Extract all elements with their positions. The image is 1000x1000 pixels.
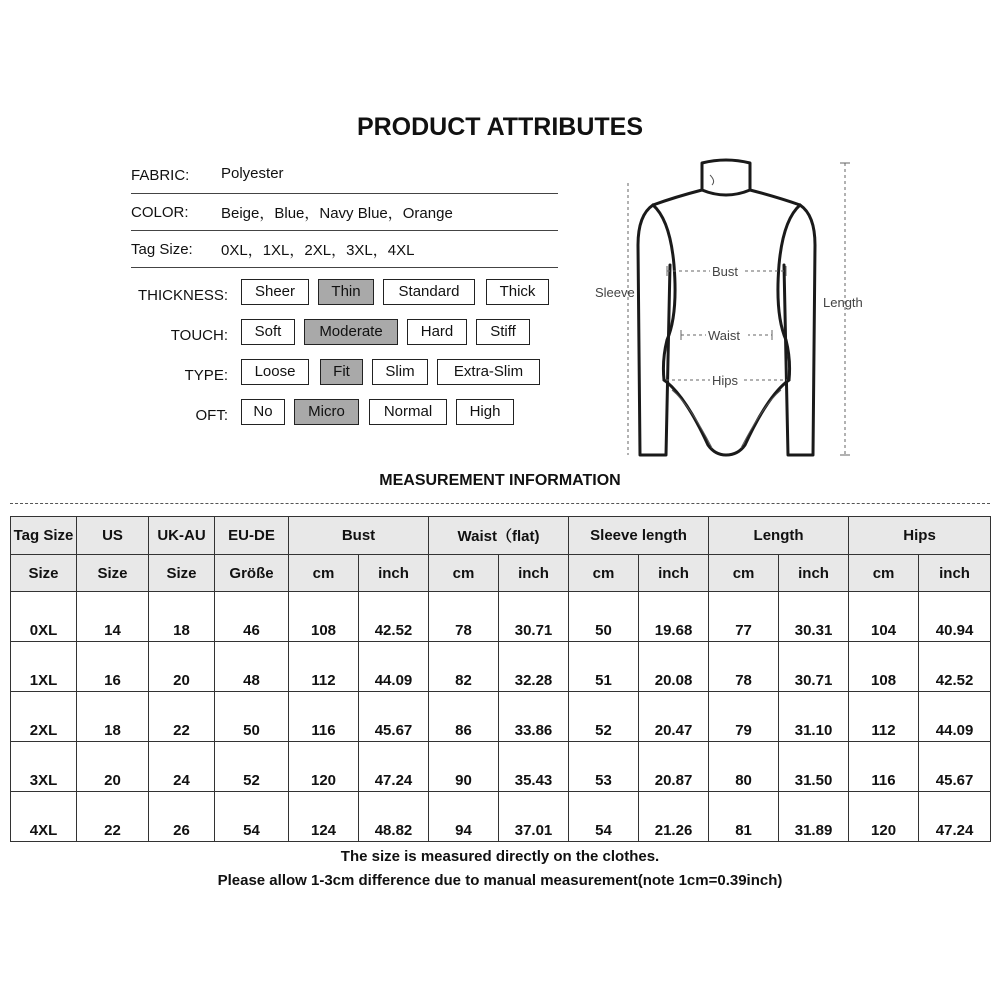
table-cell: 42.52 [359, 592, 429, 642]
subheader-cell: cm [289, 555, 359, 592]
subheader-cell: inch [359, 555, 429, 592]
table-cell: 48.82 [359, 792, 429, 842]
table-cell: 45.67 [919, 742, 991, 792]
header-cell: Tag Size [11, 517, 77, 555]
subheader-cell: inch [499, 555, 569, 592]
table-cell: 37.01 [499, 792, 569, 842]
header-cell: Waist（flat) [429, 517, 569, 555]
table-cell: 20.47 [639, 692, 709, 742]
table-cell: 46 [215, 592, 289, 642]
fabric-value: Polyester [221, 165, 284, 182]
sleeve-label: Sleeve [595, 285, 635, 300]
type-label: TYPE: [184, 367, 228, 384]
table-cell: 33.86 [499, 692, 569, 742]
table-cell: 52 [569, 692, 639, 742]
table-header-row [11, 517, 991, 555]
table-cell: 20 [149, 642, 215, 692]
table-cell: 53 [569, 742, 639, 792]
fabric-label: FABRIC: [131, 167, 190, 184]
table-cell: 108 [849, 642, 919, 692]
table-cell: 20.87 [639, 742, 709, 792]
color-row [131, 194, 558, 231]
touch-option-soft[interactable]: Soft [241, 319, 295, 345]
table-cell: 94 [429, 792, 499, 842]
table-subheader-row [11, 555, 991, 592]
table-cell: 104 [849, 592, 919, 642]
table-cell: 2XL [11, 692, 77, 742]
type-option-loose[interactable]: Loose [241, 359, 309, 385]
table-row [11, 592, 991, 642]
dashed-divider [10, 503, 990, 504]
table-cell: 90 [429, 742, 499, 792]
table-cell: 3XL [11, 742, 77, 792]
table-cell: 50 [569, 592, 639, 642]
table-cell: 108 [289, 592, 359, 642]
subheader-cell: inch [639, 555, 709, 592]
header-cell: Length [709, 517, 849, 555]
table-cell: 19.68 [639, 592, 709, 642]
table-cell: 52 [215, 742, 289, 792]
type-option-slim[interactable]: Slim [372, 359, 428, 385]
table-cell: 80 [709, 742, 779, 792]
table-cell: 79 [709, 692, 779, 742]
subheader-cell: inch [919, 555, 991, 592]
table-cell: 24 [149, 742, 215, 792]
table-cell: 20.08 [639, 642, 709, 692]
header-cell: UK-AU [149, 517, 215, 555]
fabric-row [131, 157, 558, 194]
table-cell: 16 [77, 642, 149, 692]
note-difference: Please allow 1-3cm difference due to manual measurement(note 1cm=0.39inch) [217, 872, 783, 889]
table-row [11, 642, 991, 692]
table-cell: 30.71 [499, 592, 569, 642]
thickness-option-sheer[interactable]: Sheer [241, 279, 309, 305]
oft-option-micro[interactable]: Micro [294, 399, 359, 425]
subheader-cell: Size [149, 555, 215, 592]
table-cell: 14 [77, 592, 149, 642]
table-cell: 47.24 [919, 792, 991, 842]
table-row [11, 742, 991, 792]
header-cell: US [77, 517, 149, 555]
tag-size-label: Tag Size: [131, 241, 193, 258]
oft-option-normal[interactable]: Normal [369, 399, 447, 425]
table-cell: 18 [77, 692, 149, 742]
table-cell: 81 [709, 792, 779, 842]
subheader-cell: cm [709, 555, 779, 592]
table-cell: 35.43 [499, 742, 569, 792]
table-row [11, 692, 991, 742]
table-cell: 54 [215, 792, 289, 842]
measurement-title: MEASUREMENT INFORMATION [379, 472, 621, 489]
table-cell: 30.71 [779, 642, 849, 692]
table-cell: 44.09 [919, 692, 991, 742]
touch-label: TOUCH: [170, 327, 228, 344]
table-cell: 31.10 [779, 692, 849, 742]
table-cell: 116 [289, 692, 359, 742]
header-cell: Sleeve length [569, 517, 709, 555]
table-cell: 31.89 [779, 792, 849, 842]
table-cell: 48 [215, 642, 289, 692]
subheader-cell: Größe [215, 555, 289, 592]
subheader-cell: cm [849, 555, 919, 592]
table-cell: 30.31 [779, 592, 849, 642]
thickness-label: THICKNESS: [137, 287, 228, 304]
subheader-cell: inch [779, 555, 849, 592]
table-cell: 4XL [11, 792, 77, 842]
table-cell: 32.28 [499, 642, 569, 692]
oft-option-no[interactable]: No [241, 399, 285, 425]
touch-option-hard[interactable]: Hard [407, 319, 467, 345]
table-cell: 112 [849, 692, 919, 742]
table-cell: 18 [149, 592, 215, 642]
table-cell: 21.26 [639, 792, 709, 842]
tag-size-value: 0XL，1XL，2XL，3XL，4XL [221, 242, 415, 259]
bodysuit-outline-icon [590, 155, 880, 465]
color-label: COLOR: [131, 204, 189, 221]
hips-label: Hips [712, 373, 739, 388]
type-option-extra-slim[interactable]: Extra-Slim [437, 359, 540, 385]
subheader-cell: Size [11, 555, 77, 592]
table-cell: 78 [709, 642, 779, 692]
table-cell: 120 [289, 742, 359, 792]
subheader-cell: Size [77, 555, 149, 592]
table-cell: 26 [149, 792, 215, 842]
table-cell: 78 [429, 592, 499, 642]
table-cell: 22 [149, 692, 215, 742]
header-cell: Bust [289, 517, 429, 555]
table-cell: 40.94 [919, 592, 991, 642]
table-cell: 54 [569, 792, 639, 842]
bust-label: Bust [712, 264, 739, 279]
measurement-table [10, 516, 991, 842]
color-value: Beige，Blue，Navy Blue，Orange [221, 205, 453, 222]
note-measured: The size is measured directly on the clothes. [340, 848, 660, 865]
thickness-option-standard[interactable]: Standard [383, 279, 475, 305]
page-title: PRODUCT ATTRIBUTES [356, 113, 644, 141]
table-cell: 86 [429, 692, 499, 742]
table-cell: 82 [429, 642, 499, 692]
bodysuit-diagram [590, 155, 880, 465]
table-cell: 45.67 [359, 692, 429, 742]
table-cell: 22 [77, 792, 149, 842]
table-cell: 20 [77, 742, 149, 792]
thickness-option-thin[interactable]: Thin [318, 279, 374, 305]
table-cell: 1XL [11, 642, 77, 692]
touch-option-moderate[interactable]: Moderate [304, 319, 398, 345]
table-cell: 51 [569, 642, 639, 692]
waist-label: Waist [708, 328, 741, 343]
table-cell: 50 [215, 692, 289, 742]
length-label: Length [823, 295, 863, 310]
type-option-fit[interactable]: Fit [320, 359, 363, 385]
table-cell: 47.24 [359, 742, 429, 792]
table-cell: 116 [849, 742, 919, 792]
table-cell: 77 [709, 592, 779, 642]
header-cell: Hips [849, 517, 991, 555]
oft-label: OFT: [195, 407, 228, 424]
table-cell: 112 [289, 642, 359, 692]
table-cell: 0XL [11, 592, 77, 642]
table-cell: 124 [289, 792, 359, 842]
thickness-option-thick[interactable]: Thick [486, 279, 549, 305]
touch-option-stiff[interactable]: Stiff [476, 319, 530, 345]
table-cell: 120 [849, 792, 919, 842]
table-cell: 42.52 [919, 642, 991, 692]
table-cell: 44.09 [359, 642, 429, 692]
header-cell: EU-DE [215, 517, 289, 555]
subheader-cell: cm [569, 555, 639, 592]
table-cell: 31.50 [779, 742, 849, 792]
subheader-cell: cm [429, 555, 499, 592]
tag-size-row [131, 231, 558, 268]
oft-option-high[interactable]: High [456, 399, 514, 425]
table-body [11, 592, 991, 842]
table-row [11, 792, 991, 842]
